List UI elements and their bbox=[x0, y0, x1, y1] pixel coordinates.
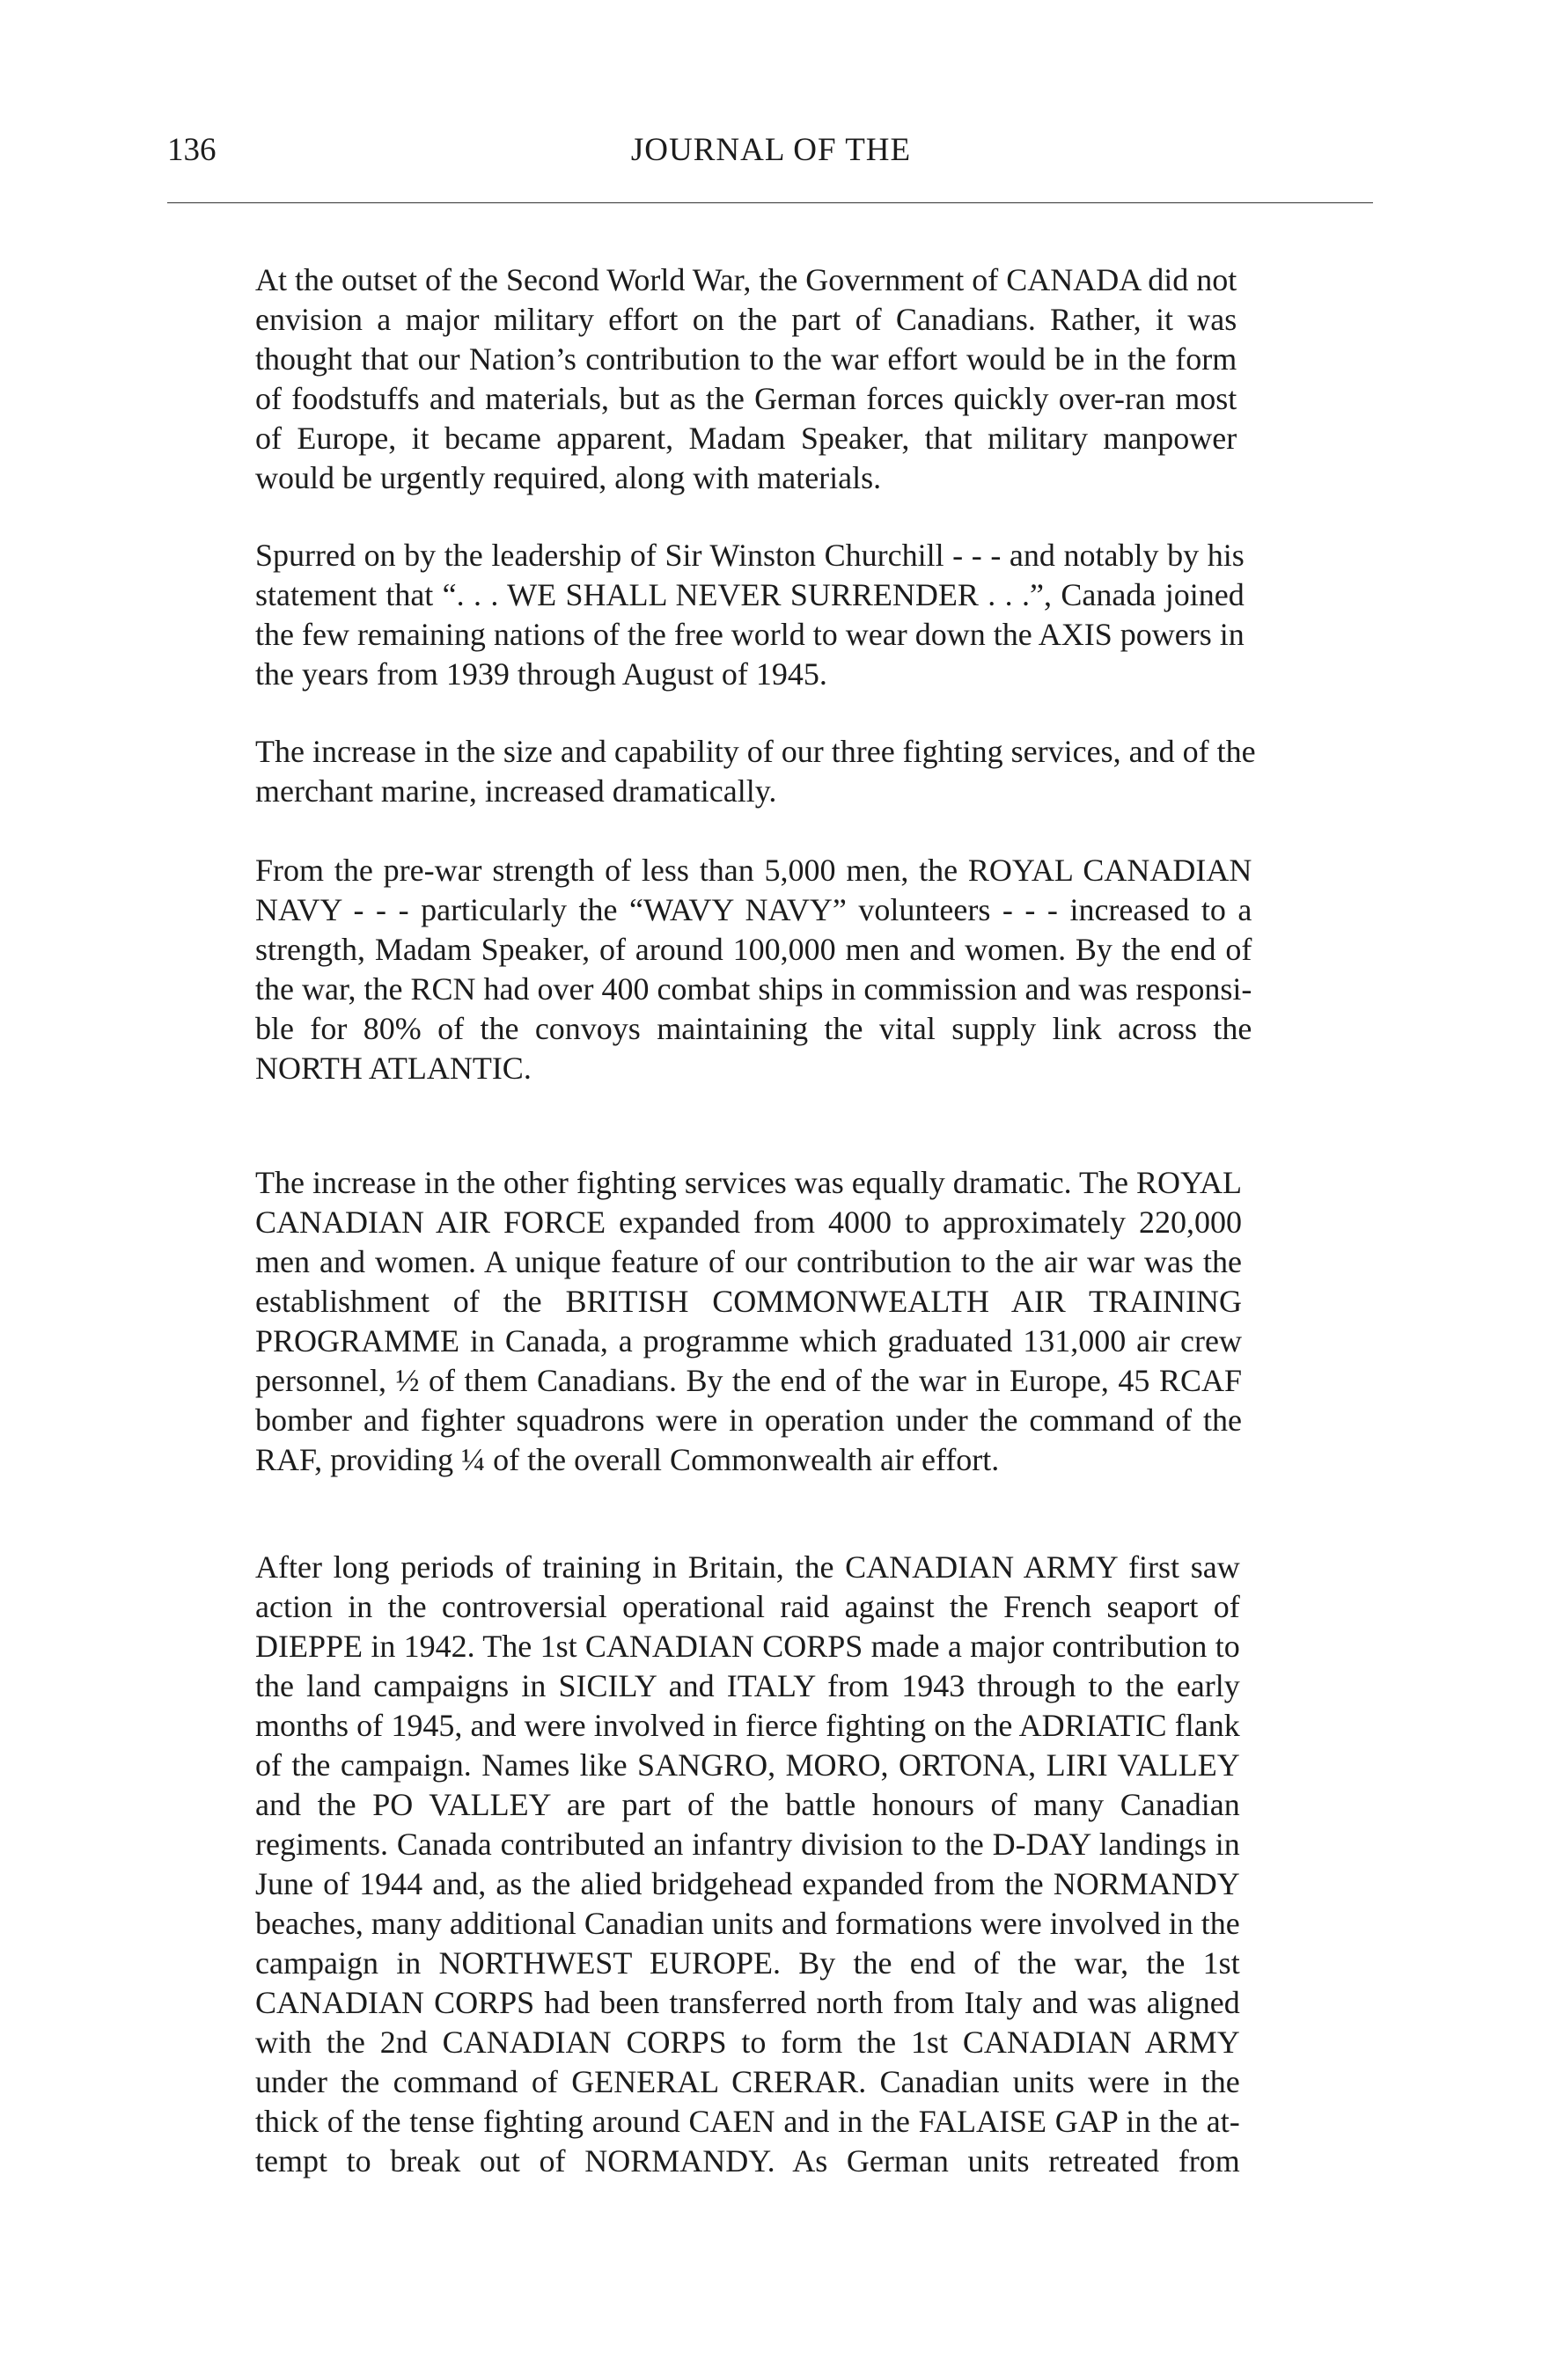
text-line: would be urgently required, along with materials. bbox=[255, 460, 882, 495]
text-line: strength, Madam Speaker, of around 100,000 men and women. By the end of bbox=[255, 932, 1252, 967]
text-line: beaches, many additional Canadian units and formations were involved in the bbox=[255, 1906, 1240, 1941]
paragraph-2 bbox=[255, 536, 1245, 694]
text-line: From the pre-war strength of less than 5,000 men, the ROYAL CANADIAN bbox=[255, 853, 1252, 888]
text-line: Spurred on by the leadership of Sir Winston Churchill - - - and notably by his bbox=[255, 538, 1245, 573]
text-line: the years from 1939 through August of 1945. bbox=[255, 656, 827, 692]
text-line: action in the controversial operational raid against the French seaport of bbox=[255, 1589, 1240, 1624]
text-line: tempt to break out of NORMANDY. As German units retreated from bbox=[255, 2143, 1240, 2179]
text-line: CANADIAN CORPS had been transferred north from Italy and was aligned bbox=[255, 1985, 1240, 2020]
text-line: statement that “. . . WE SHALL NEVER SURRENDER . . .”, Canada joined bbox=[255, 577, 1245, 612]
text-line: DIEPPE in 1942. The 1st CANADIAN CORPS made a major contribution to bbox=[255, 1629, 1240, 1664]
text-line: envision a major military effort on the part of Canadians. Rather, it was bbox=[255, 302, 1237, 337]
text-line: of the campaign. Names like SANGRO, MORO, ORTONA, LIRI VALLEY bbox=[255, 1747, 1240, 1783]
text-line: men and women. A unique feature of our contribution to the air war was the bbox=[255, 1244, 1242, 1279]
text-line: thought that our Nation’s contribution to the war effort would be in the form bbox=[255, 341, 1237, 377]
text-line: the few remaining nations of the free world to wear down the AXIS powers in bbox=[255, 617, 1245, 652]
text-line: The increase in the size and capability of our three fighting services, and of the bbox=[255, 734, 1256, 769]
text-line: regiments. Canada contributed an infantry division to the D-DAY landings in bbox=[255, 1827, 1240, 1862]
text-line: personnel, ½ of them Canadians. By the end of the war in Europe, 45 RCAF bbox=[255, 1363, 1242, 1398]
text-line: campaign in NORTHWEST EUROPE. By the end of the war, the 1st bbox=[255, 1945, 1240, 1981]
text-line: establishment of the BRITISH COMMONWEALTH AIR TRAINING bbox=[255, 1284, 1242, 1319]
paragraph-6 bbox=[255, 1548, 1240, 2181]
text-line: ble for 80% of the convoys maintaining the vital supply link across the bbox=[255, 1011, 1252, 1046]
header-rule bbox=[167, 202, 1373, 203]
running-head: JOURNAL OF THE bbox=[630, 132, 912, 168]
text-line: with the 2nd CANADIAN CORPS to form the 1st CANADIAN ARMY bbox=[255, 2025, 1240, 2060]
text-line: merchant marine, increased dramatically. bbox=[255, 773, 777, 809]
text-line: bomber and fighter squadrons were in operation under the command of the bbox=[255, 1402, 1242, 1438]
text-line: the war, the RCN had over 400 combat ships in commission and was responsi- bbox=[255, 971, 1252, 1007]
text-line: NAVY - - - particularly the “WAVY NAVY” volunteers - - - increased to a bbox=[255, 892, 1252, 927]
text-line: The increase in the other fighting services was equally dramatic. The ROYAL bbox=[255, 1165, 1242, 1200]
paragraph-5 bbox=[255, 1163, 1242, 1480]
paragraph-4 bbox=[255, 851, 1252, 1088]
text-line: CANADIAN AIR FORCE expanded from 4000 to approximately 220,000 bbox=[255, 1205, 1242, 1240]
text-line: the land campaigns in SICILY and ITALY from 1943 through to the early bbox=[255, 1668, 1240, 1703]
text-line: After long periods of training in Britain, the CANADIAN ARMY first saw bbox=[255, 1549, 1240, 1585]
paragraph-1 bbox=[255, 260, 1237, 498]
text-line: PROGRAMME in Canada, a programme which graduated 131,000 air crew bbox=[255, 1323, 1242, 1358]
text-line: thick of the tense fighting around CAEN and in the FALAISE GAP in the at- bbox=[255, 2104, 1240, 2139]
text-line: At the outset of the Second World War, the Government of CANADA did not bbox=[255, 262, 1237, 297]
text-line: under the command of GENERAL CRERAR. Canadian units were in the bbox=[255, 2064, 1240, 2099]
text-line: of Europe, it became apparent, Madam Speaker, that military manpower bbox=[255, 421, 1237, 456]
text-line: NORTH ATLANTIC. bbox=[255, 1051, 532, 1086]
page-number: 136 bbox=[167, 132, 217, 168]
text-line: RAF, providing ¼ of the overall Commonwealth air effort. bbox=[255, 1442, 1000, 1477]
paragraph-3 bbox=[255, 732, 1256, 811]
text-line: June of 1944 and, as the alied bridgehead expanded from the NORMANDY bbox=[255, 1866, 1240, 1901]
text-line: months of 1945, and were involved in fierce fighting on the ADRIATIC flank bbox=[255, 1708, 1240, 1743]
text-line: and the PO VALLEY are part of the battle honours of many Canadian bbox=[255, 1787, 1240, 1822]
text-line: of foodstuffs and materials, but as the German forces quickly over-ran most bbox=[255, 381, 1237, 416]
